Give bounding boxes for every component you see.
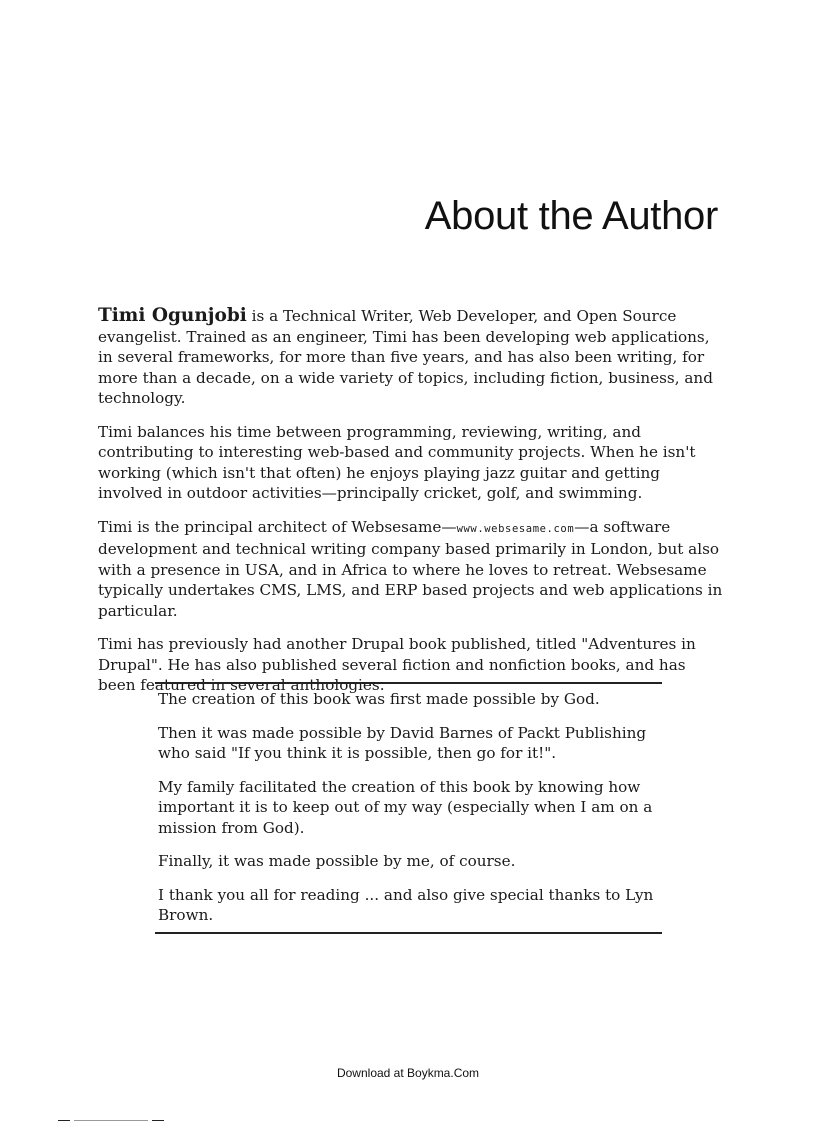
acknowledgements-box	[155, 682, 662, 934]
bio-paragraph-1-text: is a Technical Writer, Web Developer, and Open Source evangelist. Trained as an engineer, Timi has been developing web applications, in several frameworks, for more than five years, and has also been writing, for more than a decade, on a wide variety of topics, including fiction, business, and technology.	[98, 307, 713, 407]
acknowledgement-item: The creation of this book was first made possible by God.	[158, 690, 600, 708]
bio-paragraph-3-lead: Timi is the principal architect of Websesame—	[98, 517, 457, 536]
bio-paragraph-2: Timi balances his time between programming, reviewing, writing, and contributing to interesting web-based and community projects. When he isn't working (which isn't that often) he enjoys playing jazz guitar and getting involved in outdoor activities—principally cricket, golf, and swimming.	[98, 422, 696, 502]
bio-paragraph-3-rest: —a software development and technical writing company based primarily in London, but also with a presence in USA, and in Africa to where he loves to retreat. Websesame typically undertakes CMS, LMS, and ERP based projects and web applications in particular.	[98, 517, 723, 620]
acknowledgement-item: Finally, it was made possible by me, of course.	[158, 852, 516, 870]
acknowledgement-item: I thank you all for reading ... and also give special thanks to Lyn Brown.	[158, 885, 654, 924]
bio-paragraph-3	[98, 517, 724, 622]
author-bio	[98, 306, 724, 709]
download-footer: Download at Boykma.Com	[336, 1066, 480, 1080]
bio-paragraph-1	[98, 306, 724, 409]
acknowledgement-item: My family facilitated the creation of this book by knowing how important it is to keep out of my way (especially when I am on a mission from God).	[158, 777, 653, 837]
company-url: www.websesame.com	[456, 522, 575, 535]
author-name: Timi Ogunjobi	[98, 305, 247, 326]
edge-mark	[58, 1120, 70, 1121]
acknowledgement-item: Then it was made possible by David Barnes of Packt Publishing who said "If you think it is possible, then go for it!".	[158, 723, 647, 762]
bio-paragraph-4: Timi has previously had another Drupal book published, titled "Adventures in Drupal". He has also published several fiction and nonfiction books, and has been featured in several anthologies.	[98, 635, 696, 694]
page-title: About the Author	[424, 194, 718, 238]
page-edge-marks	[58, 1120, 164, 1121]
edge-mark	[74, 1120, 148, 1121]
edge-mark	[152, 1120, 164, 1121]
